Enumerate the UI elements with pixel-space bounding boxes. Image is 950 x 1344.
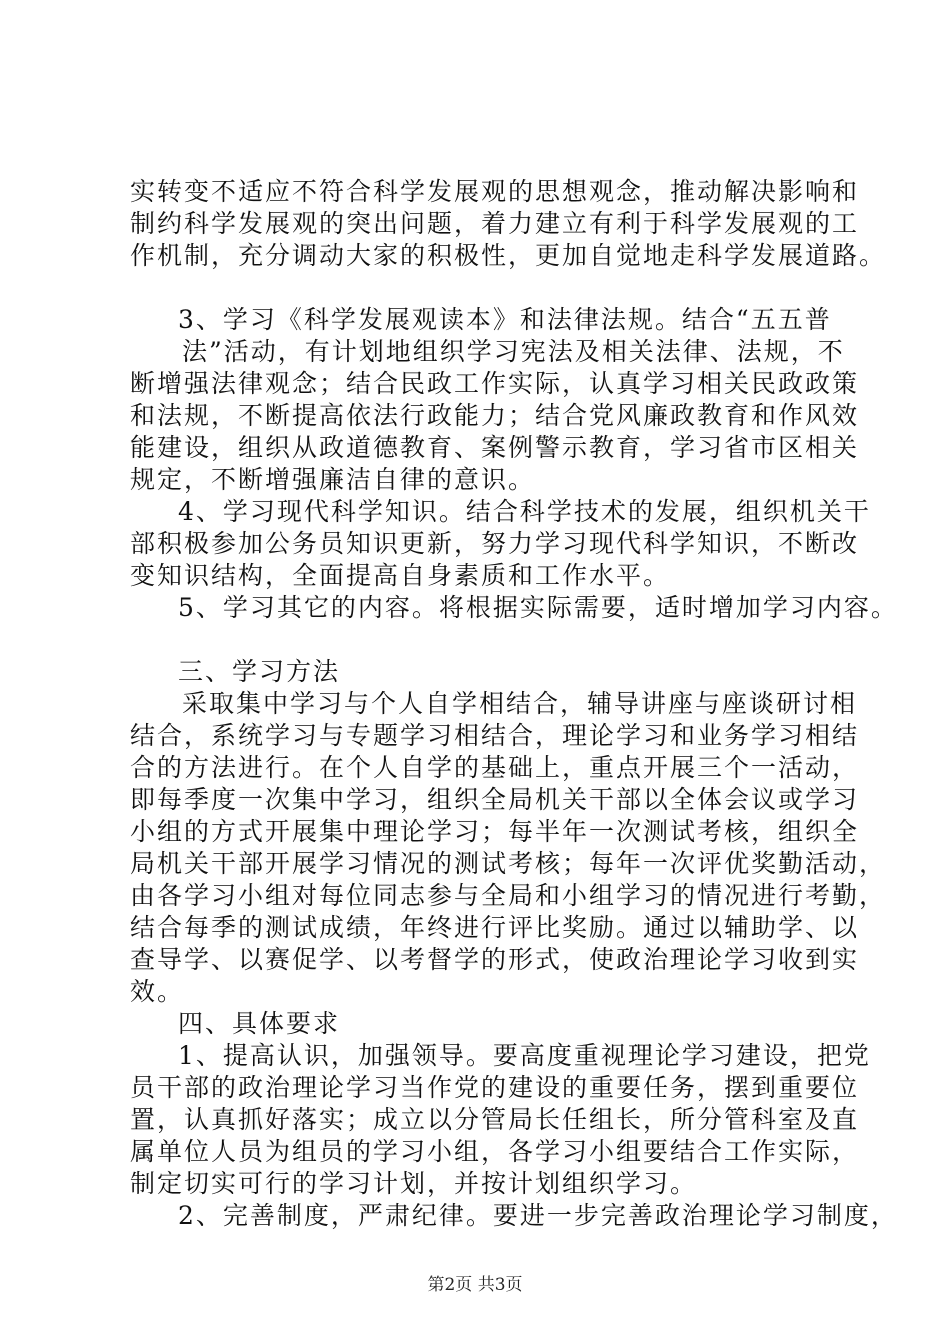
section-heading: 三、学习方法: [178, 657, 341, 686]
text-line: 由各学习小组对每位同志参与全局和小组学习的情况进行考勤，: [130, 881, 887, 910]
section-heading: 四、具体要求: [178, 1009, 341, 1038]
text-line: 效。: [130, 977, 185, 1006]
text-line: 采取集中学习与个人自学相结合，辅导讲座与座谈研讨相: [182, 689, 858, 718]
text-line: 合的方法进行。在个人自学的基础上，重点开展三个一活动，: [130, 753, 860, 782]
text-line: 制定切实可行的学习计划，并按计划组织学习。: [130, 1169, 698, 1198]
text-line: 查导学、以赛促学、以考督学的形式，使政治理论学习收到实: [130, 945, 860, 974]
text-line: 3、学习《科学发展观读本》和法律法规。结合“五五普: [178, 305, 832, 334]
text-line: 部积极参加公务员知识更新，努力学习现代科学知识，不断改: [130, 529, 860, 558]
text-line: 规定，不断增强廉洁自律的意识。: [130, 465, 536, 494]
text-line: 结合每季的测试成绩，年终进行评比奖励。通过以辅助学、以: [130, 913, 860, 942]
text-line: 和法规，不断提高依法行政能力；结合党风廉政教育和作风效: [130, 401, 860, 430]
text-line: 实转变不适应不符合科学发展观的思想观念，推动解决影响和: [130, 177, 860, 206]
text-line: 4、学习现代科学知识。结合科学技术的发展，组织机关干: [178, 497, 871, 526]
text-line: 即每季度一次集中学习，组织全局机关干部以全体会议或学习: [130, 785, 860, 814]
text-line: 能建设，组织从政道德教育、案例警示教育，学习省市区相关: [130, 433, 860, 462]
text-line: 置，认真抓好落实；成立以分管局长任组长，所分管科室及直: [130, 1105, 860, 1134]
text-line: 局机关干部开展学习情况的测试考核；每年一次评优奖勤活动，: [130, 849, 887, 878]
text-line: 变知识结构，全面提高自身素质和工作水平。: [130, 561, 671, 590]
text-line: 结合，系统学习与专题学习相结合，理论学习和业务学习相结: [130, 721, 860, 750]
text-line: 作机制，充分调动大家的积极性，更加自觉地走科学发展道路。: [130, 241, 887, 270]
text-line: 法”活动，有计划地组织学习宪法及相关法律、法规，不: [182, 337, 845, 366]
text-line: 制约科学发展观的突出问题，着力建立有利于科学发展观的工: [130, 209, 860, 238]
text-line: 2、完善制度，严肃纪律。要进一步完善政治理论学习制度，: [178, 1201, 898, 1230]
text-line: 1、提高认识，加强领导。要高度重视理论学习建设，把党: [178, 1041, 871, 1070]
page-number-footer: 第2页 共3页: [427, 1275, 523, 1295]
text-line: 5、学习其它的内容。将根据实际需要，适时增加学习内容。: [178, 593, 898, 622]
text-line: 小组的方式开展集中理论学习；每半年一次测试考核，组织全: [130, 817, 860, 846]
text-line: 属单位人员为组员的学习小组，各学习小组要结合工作实际，: [130, 1137, 860, 1166]
text-line: 断增强法律观念；结合民政工作实际，认真学习相关民政政策: [130, 369, 860, 398]
text-line: 员干部的政治理论学习当作党的建设的重要任务，摆到重要位: [130, 1073, 860, 1102]
